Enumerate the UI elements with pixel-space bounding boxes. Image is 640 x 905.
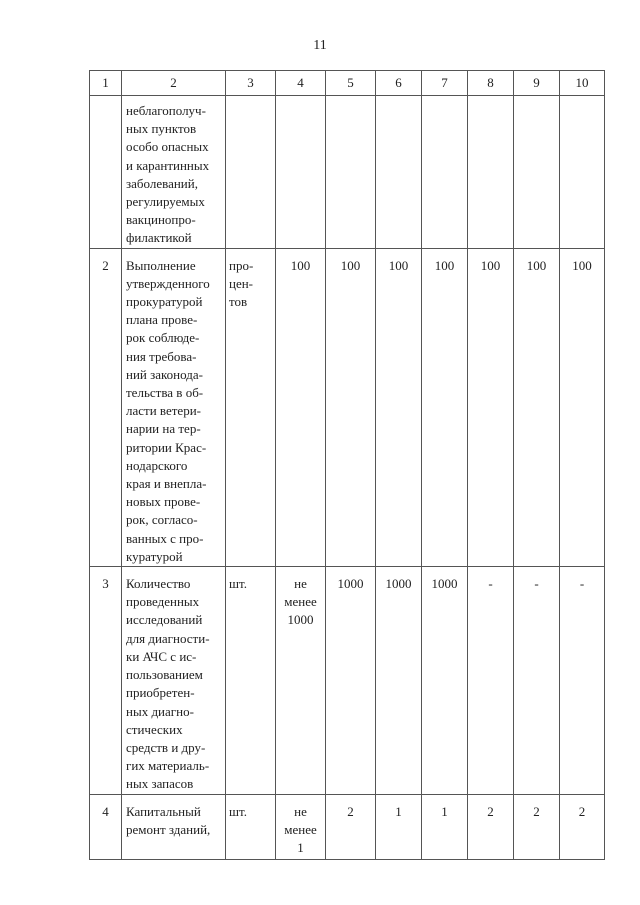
value-cell: 100 [468,248,514,566]
indicator-name: неблагополуч- ных пунктов особо опасных и карантинных заболеваний, регулируемых вакцинопро- филактикой [122,96,226,249]
value-cell: 100 [560,248,605,566]
page-number: 11 [313,38,327,53]
value-cell: 2 [468,794,514,859]
value-cell: 100 [514,248,560,566]
data-table [89,70,605,860]
table-row [90,248,605,566]
indicator-name: Количество проведенных исследований для диагности- ки АЧС с ис- пользованием приобретен- ных диагно- стических средств и дру- гих материаль- ных запасов [122,567,226,794]
value-cell: 100 [376,248,422,566]
header-cell: 8 [468,71,514,96]
unit-cell: шт. [226,794,276,859]
table-row [90,96,605,249]
value-cell: 100 [326,248,376,566]
value-cell: - [468,567,514,794]
table-row [90,794,605,859]
header-cell: 5 [326,71,376,96]
value-cell: 1 [422,794,468,859]
value-cell: 2 [560,794,605,859]
indicator-name: Выполнение утвержденного прокуратурой плана прове- рок соблюде- ния требова- ний законода- тельства в об- ласти ветери- нарии на тер- ритории Крас- нодарского края и внепла- новых прове- рок, согласо- ванных с про- куратурой [122,248,226,566]
value-cell: 100 [276,248,326,566]
value-cell: - [560,567,605,794]
header-cell: 9 [514,71,560,96]
value-cell [468,96,514,249]
table-row [90,567,605,794]
unit-cell [226,96,276,249]
unit-cell: шт. [226,567,276,794]
row-number: 4 [90,794,122,859]
value-cell: 2 [326,794,376,859]
value-cell [422,96,468,249]
value-cell: не менее 1000 [276,567,326,794]
value-cell: 2 [514,794,560,859]
header-cell: 10 [560,71,605,96]
value-cell: не менее 1 [276,794,326,859]
value-cell: 1000 [326,567,376,794]
indicator-name: Капитальный ремонт зданий, [122,794,226,859]
header-cell: 4 [276,71,326,96]
value-cell: 100 [422,248,468,566]
value-cell: 1 [376,794,422,859]
value-cell [560,96,605,249]
value-cell: 1000 [422,567,468,794]
value-cell [326,96,376,249]
value-cell [276,96,326,249]
header-cell: 1 [90,71,122,96]
row-number [90,96,122,249]
row-number: 2 [90,248,122,566]
value-cell [514,96,560,249]
value-cell [376,96,422,249]
header-cell: 7 [422,71,468,96]
unit-cell: про- цен- тов [226,248,276,566]
header-cell: 6 [376,71,422,96]
header-cell: 3 [226,71,276,96]
value-cell: 1000 [376,567,422,794]
value-cell: - [514,567,560,794]
row-number: 3 [90,567,122,794]
header-cell: 2 [122,71,226,96]
table-header-row [90,71,605,96]
